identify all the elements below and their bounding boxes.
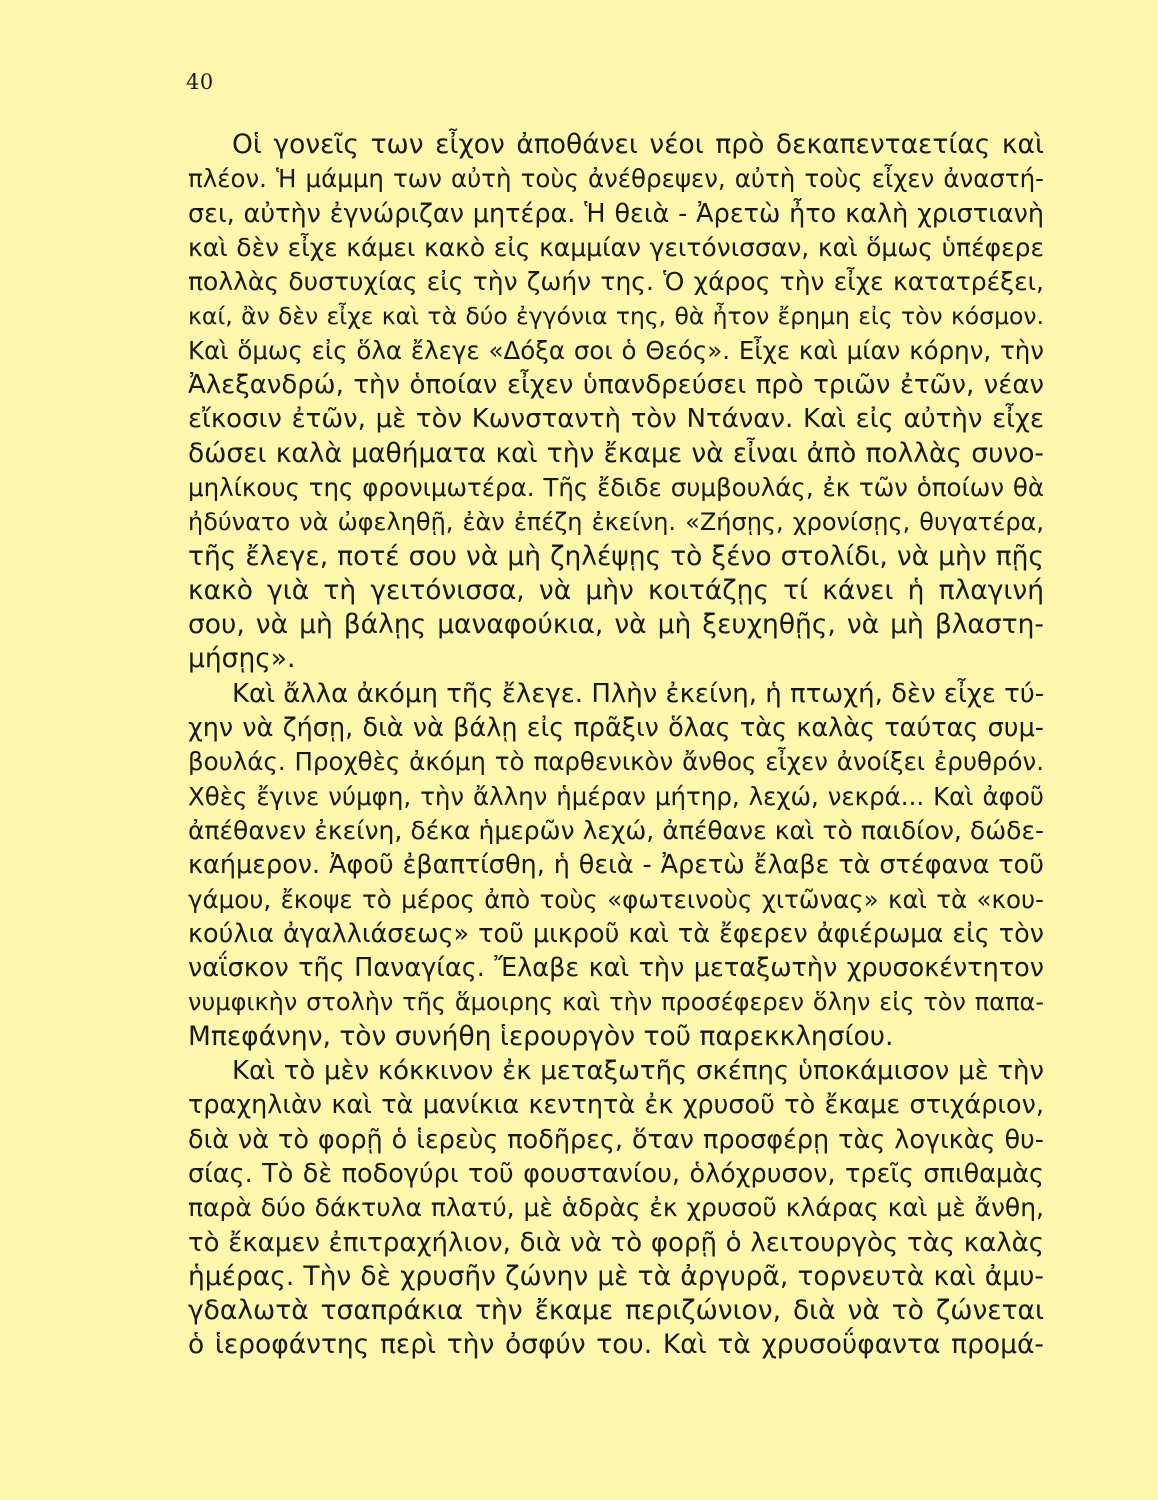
text-line: ἀπέθανεν ἐκείνη, δέκα ἡμερῶν λεχώ, ἀπέθανε καὶ τὸ παιδίον, δώδε- [188, 815, 1044, 845]
text-line: Καὶ ὅμως εἰς ὅλα ἔλεγε «Δόξα σοι ὁ Θεός». Εἶχε καὶ μίαν κόρην, τὴν [188, 335, 1044, 365]
text-line: Ἀλεξανδρώ, τὴν ὁποίαν εἶχεν ὑπανδρεύσει πρὸ τριῶν ἐτῶν, νέαν [188, 370, 1044, 401]
text-line: Καὶ τὸ μὲν κόκκινον ἐκ μεταξωτῆς σκέπης ὑποκάμισον μὲ τὴν [232, 1056, 1044, 1087]
text-line: βουλάς. Προχθὲς ἀκόμη τὸ παρθενικὸν ἄνθος εἶχεν ἀνοίξει ἐρυθρόν. [188, 747, 1044, 777]
text-line: δώσει καλὰ μαθήματα καὶ τὴν ἔκαμε νὰ εἶναι ἀπὸ πολλὰς συνο- [188, 437, 1044, 469]
text-line: ναΐσκον τῆς Παναγίας. Ἔλαβε καὶ τὴν μεταξωτὴν χρυσοκέντητον [188, 953, 1044, 984]
text-line: τραχηλιὰν καὶ τὰ μανίκια κεντητὰ ἐκ χρυσοῦ τὸ ἔκαμε στιχάριον, [188, 1090, 1044, 1121]
text-line: μήσῃς». [188, 643, 296, 675]
text-line: διὰ νὰ τὸ φορῇ ὁ ἱερεὺς ποδῆρες, ὅταν προσφέρῃ τὰς λογικὰς θυ- [188, 1124, 1044, 1155]
page-number: 40 [186, 70, 214, 94]
text-line: κούλια ἀγαλλιάσεως» τοῦ μικροῦ καὶ τὰ ἔφερεν ἀφιέρωμα εἰς τὸν [188, 918, 1044, 949]
text-line: Οἱ γονεῖς των εἶχον ἀποθάνει νέοι πρὸ δεκαπενταετίας καὶ [232, 129, 1044, 160]
text-line: Χθὲς ἔγινε νύμφη, τὴν ἄλλην ἡμέραν μήτηρ, λεχώ, νεκρά... Καὶ ἀφοῦ [188, 781, 1044, 811]
text-line: εἴκοσιν ἐτῶν, μὲ τὸν Κωνσταντὴ τὸν Ντάναν. Καὶ εἰς αὐτὴν εἶχε [188, 404, 1044, 435]
text-line: γδαλωτὰ τσαπράκια τὴν ἔκαμε περιζώνιον, διὰ νὰ τὸ ζώνεται [188, 1295, 1044, 1327]
text-line: Μπεφάνην, τὸν συνήθη ἱερουργὸν τοῦ παρεκκλησίου. [188, 1020, 894, 1052]
text-line: σου, νὰ μὴ βάλῃς μαναφούκια, νὰ μὴ ξευχηθῇς, νὰ μὴ βλαστη- [188, 609, 1044, 641]
text-line: καήμερον. Ἀφοῦ ἐβαπτίσθη, ἡ θειὰ - Ἀρετὼ ἔλαβε τὰ στέφανα τοῦ [188, 850, 1044, 881]
text-line: σίας. Τὸ δὲ ποδογύρι τοῦ φουστανίου, ὁλόχρυσον, τρεῖς σπιθαμὰς [188, 1158, 1044, 1189]
text-line: ἠδύνατο νὰ ὠφεληθῇ, ἐὰν ἐπέζη ἐκείνη. «Ζήσῃς, χρονίσῃς, θυγατέρα, [188, 508, 1044, 537]
text-line: παρὰ δύο δάκτυλα πλατύ, μὲ ἁδρὰς ἐκ χρυσοῦ κλάρας καὶ μὲ ἄνθη, [188, 1193, 1044, 1223]
text-line: καὶ δὲν εἶχε κάμει κακὸ εἰς καμμίαν γειτόνισσαν, καὶ ὅμως ὑπέφερε [188, 232, 1044, 262]
text-line: καί, ἂν δὲν εἶχε καὶ τὰ δύο ἐγγόνια της, θὰ ἦτον ἔρημη εἰς τὸν κόσμον. [188, 302, 1044, 331]
text-line: μηλίκους της φρονιμωτέρα. Τῆς ἔδιδε συμβουλάς, ἐκ τῶν ὁποίων θὰ [188, 472, 1044, 502]
text-line: τῆς ἔλεγε, ποτέ σου νὰ μὴ ζηλέψῃς τὸ ξένο στολίδι, νὰ μὴν πῇς [188, 540, 1044, 572]
text-line: Καὶ ἄλλα ἀκόμη τῆς ἔλεγε. Πλὴν ἐκείνη, ἡ πτωχή, δὲν εἶχε τύ- [232, 678, 1045, 709]
text-line: κακὸ γιὰ τὴ γειτόνισσα, νὰ μὴν κοιτάζῃς τί κάνει ἡ πλαγινή [188, 574, 1044, 606]
text-line: τὸ ἔκαμεν ἐπιτραχήλιον, διὰ νὰ τὸ φορῇ ὁ λειτουργὸς τὰς καλὰς [188, 1227, 1044, 1258]
text-line: γάμου, ἔκοψε τὸ μέρος ἀπὸ τοὺς «φωτεινοὺς χιτῶνας» καὶ τὰ «κου- [188, 884, 1044, 914]
text-line: χην νὰ ζήσῃ, διὰ νὰ βάλῃ εἰς πρᾶξιν ὅλας τὰς καλὰς ταύτας συμ- [188, 713, 1044, 744]
body-text [188, 128, 1044, 1363]
text-line: νυμφικὴν στολὴν τῆς ἅμοιρης καὶ τὴν προσέφερεν ὅλην εἰς τὸν παπα- [188, 988, 1044, 1017]
text-line: ἡμέρας. Τὴν δὲ χρυσῆν ζώνην μὲ τὰ ἀργυρᾶ, τορνευτὰ καὶ ἀμυ- [188, 1260, 1044, 1292]
text-line: πολλὰς δυστυχίας εἰς τὴν ζωήν της. Ὁ χάρος τὴν εἶχε κατατρέξει, [188, 267, 1044, 297]
text-line: πλέον. Ἡ μάμμη των αὐτὴ τοὺς ἀνέθρεψεν, αὐτὴ τοὺς εἶχεν ἀναστή- [188, 164, 1044, 194]
text-line: σει, αὐτὴν ἐγνώριζαν μητέρα. Ἡ θειὰ - Ἀρετὼ ἦτο καλὴ χριστιανὴ [188, 198, 1044, 229]
text-line: ὁ ἱεροφάντης περὶ τὴν ὀσφύν του. Καὶ τὰ χρυσοΰφαντα προμά- [188, 1329, 1044, 1361]
